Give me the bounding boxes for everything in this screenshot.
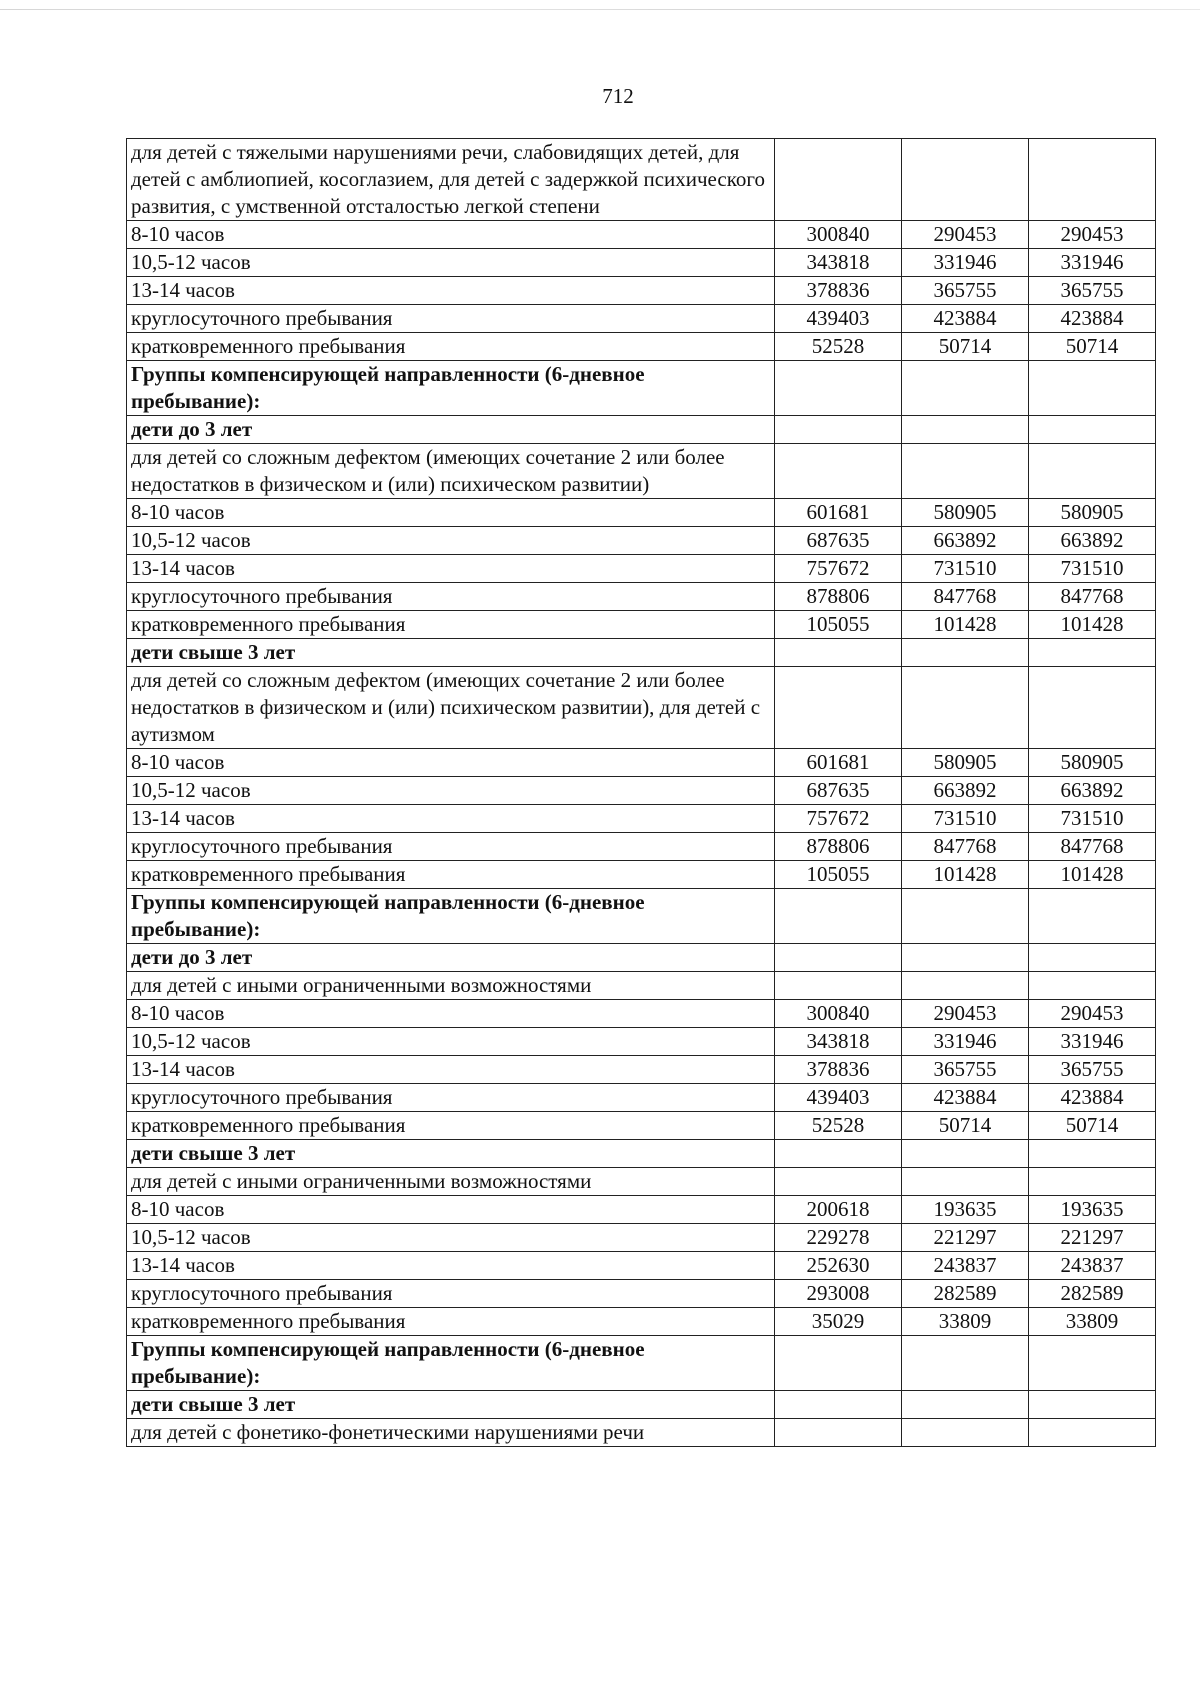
row-label-cell: круглосуточного пребывания bbox=[127, 305, 775, 333]
table-row bbox=[127, 333, 1156, 361]
value-cell-col2: 221297 bbox=[902, 1224, 1029, 1252]
table-row bbox=[127, 1168, 1156, 1196]
value-cell-col2: 193635 bbox=[902, 1196, 1029, 1224]
table-row bbox=[127, 1112, 1156, 1140]
value-cell-col1: 293008 bbox=[775, 1280, 902, 1308]
value-cell-col1: 105055 bbox=[775, 861, 902, 889]
value-cell-col2 bbox=[902, 1168, 1029, 1196]
table-row bbox=[127, 555, 1156, 583]
row-label-cell: для детей со сложным дефектом (имеющих сочетание 2 или более недостатков в физическом и (или) психическом развитии), для детей с аутизмом bbox=[127, 667, 775, 749]
value-cell-col2: 331946 bbox=[902, 249, 1029, 277]
row-label-cell: 13-14 часов bbox=[127, 277, 775, 305]
table-row bbox=[127, 1336, 1156, 1391]
value-cell-col3 bbox=[1029, 639, 1156, 667]
value-cell-col3: 663892 bbox=[1029, 777, 1156, 805]
row-label-cell: кратковременного пребывания bbox=[127, 1308, 775, 1336]
table-row bbox=[127, 1000, 1156, 1028]
table-row bbox=[127, 1056, 1156, 1084]
table-row bbox=[127, 805, 1156, 833]
table-row bbox=[127, 499, 1156, 527]
value-cell-col1: 252630 bbox=[775, 1252, 902, 1280]
value-cell-col3: 423884 bbox=[1029, 1084, 1156, 1112]
value-cell-col2 bbox=[902, 1419, 1029, 1447]
row-label-cell: для детей с тяжелыми нарушениями речи, слабовидящих детей, для детей с амблиопией, косоглазием, для детей с задержкой психического развития, с умственной отсталостью легкой степени bbox=[127, 139, 775, 221]
value-cell-col3: 331946 bbox=[1029, 249, 1156, 277]
value-cell-col2: 50714 bbox=[902, 1112, 1029, 1140]
table-row bbox=[127, 583, 1156, 611]
table-row bbox=[127, 1280, 1156, 1308]
value-cell-col2: 423884 bbox=[902, 305, 1029, 333]
table-row bbox=[127, 1308, 1156, 1336]
value-cell-col3: 847768 bbox=[1029, 583, 1156, 611]
value-cell-col1: 757672 bbox=[775, 805, 902, 833]
value-cell-col3: 580905 bbox=[1029, 499, 1156, 527]
value-cell-col3 bbox=[1029, 1391, 1156, 1419]
value-cell-col2: 282589 bbox=[902, 1280, 1029, 1308]
page-number: 712 bbox=[602, 84, 634, 108]
table-row bbox=[127, 1028, 1156, 1056]
value-cell-col3: 331946 bbox=[1029, 1028, 1156, 1056]
value-cell-col1 bbox=[775, 667, 902, 749]
table-row bbox=[127, 305, 1156, 333]
section-heading-cell: дети до 3 лет bbox=[127, 944, 775, 972]
row-label-cell: 13-14 часов bbox=[127, 805, 775, 833]
value-cell-col1 bbox=[775, 889, 902, 944]
value-cell-col1 bbox=[775, 444, 902, 499]
value-cell-col3: 423884 bbox=[1029, 305, 1156, 333]
value-cell-col2 bbox=[902, 1391, 1029, 1419]
value-cell-col2 bbox=[902, 361, 1029, 416]
value-cell-col1: 52528 bbox=[775, 333, 902, 361]
row-label-cell: 8-10 часов bbox=[127, 499, 775, 527]
table-row bbox=[127, 639, 1156, 667]
value-cell-col2: 33809 bbox=[902, 1308, 1029, 1336]
value-cell-col3: 580905 bbox=[1029, 749, 1156, 777]
table-row bbox=[127, 611, 1156, 639]
value-cell-col3: 50714 bbox=[1029, 1112, 1156, 1140]
value-cell-col2: 663892 bbox=[902, 527, 1029, 555]
value-cell-col1 bbox=[775, 361, 902, 416]
section-heading-cell: Группы компенсирующей направленности (6-дневное пребывание): bbox=[127, 889, 775, 944]
value-cell-col1: 439403 bbox=[775, 1084, 902, 1112]
value-cell-col2: 331946 bbox=[902, 1028, 1029, 1056]
row-label-cell: кратковременного пребывания bbox=[127, 333, 775, 361]
row-label-cell: 10,5-12 часов bbox=[127, 1028, 775, 1056]
table-row bbox=[127, 221, 1156, 249]
value-cell-col3: 221297 bbox=[1029, 1224, 1156, 1252]
value-cell-col1: 601681 bbox=[775, 499, 902, 527]
table-row bbox=[127, 1084, 1156, 1112]
row-label-cell: кратковременного пребывания bbox=[127, 1112, 775, 1140]
row-label-cell: 13-14 часов bbox=[127, 1056, 775, 1084]
value-cell-col3 bbox=[1029, 944, 1156, 972]
table-row bbox=[127, 749, 1156, 777]
row-label-cell: для детей с иными ограниченными возможностями bbox=[127, 1168, 775, 1196]
section-heading-cell: дети до 3 лет bbox=[127, 416, 775, 444]
value-cell-col1: 105055 bbox=[775, 611, 902, 639]
value-cell-col2 bbox=[902, 639, 1029, 667]
row-label-cell: для детей с иными ограниченными возможностями bbox=[127, 972, 775, 1000]
value-cell-col2: 847768 bbox=[902, 583, 1029, 611]
value-cell-col2: 580905 bbox=[902, 499, 1029, 527]
value-cell-col1: 52528 bbox=[775, 1112, 902, 1140]
table-row bbox=[127, 249, 1156, 277]
value-cell-col3: 731510 bbox=[1029, 805, 1156, 833]
section-heading-cell: Группы компенсирующей направленности (6-дневное пребывание): bbox=[127, 1336, 775, 1391]
value-cell-col3 bbox=[1029, 1419, 1156, 1447]
value-cell-col1: 601681 bbox=[775, 749, 902, 777]
value-cell-col1 bbox=[775, 1391, 902, 1419]
table-row bbox=[127, 1140, 1156, 1168]
table-row bbox=[127, 833, 1156, 861]
value-cell-col1 bbox=[775, 972, 902, 1000]
row-label-cell: круглосуточного пребывания bbox=[127, 1280, 775, 1308]
table-row bbox=[127, 1252, 1156, 1280]
value-cell-col2 bbox=[902, 1140, 1029, 1168]
value-cell-col1: 300840 bbox=[775, 221, 902, 249]
value-cell-col3: 33809 bbox=[1029, 1308, 1156, 1336]
value-cell-col3 bbox=[1029, 1336, 1156, 1391]
value-cell-col1: 378836 bbox=[775, 277, 902, 305]
value-cell-col1: 378836 bbox=[775, 1056, 902, 1084]
scan-edge-line bbox=[0, 9, 1200, 10]
value-cell-col1: 35029 bbox=[775, 1308, 902, 1336]
row-label-cell: 13-14 часов bbox=[127, 555, 775, 583]
table-row bbox=[127, 361, 1156, 416]
table-row bbox=[127, 1224, 1156, 1252]
row-label-cell: 10,5-12 часов bbox=[127, 777, 775, 805]
row-label-cell: 8-10 часов bbox=[127, 221, 775, 249]
value-cell-col2: 580905 bbox=[902, 749, 1029, 777]
row-label-cell: 8-10 часов bbox=[127, 1000, 775, 1028]
value-cell-col2: 101428 bbox=[902, 611, 1029, 639]
section-heading-cell: дети свыше 3 лет bbox=[127, 639, 775, 667]
row-label-cell: круглосуточного пребывания bbox=[127, 583, 775, 611]
section-heading-cell: дети свыше 3 лет bbox=[127, 1140, 775, 1168]
value-cell-col3: 101428 bbox=[1029, 861, 1156, 889]
value-cell-col2: 290453 bbox=[902, 1000, 1029, 1028]
value-cell-col3 bbox=[1029, 1140, 1156, 1168]
value-cell-col1: 757672 bbox=[775, 555, 902, 583]
value-cell-col3: 290453 bbox=[1029, 1000, 1156, 1028]
value-cell-col2: 365755 bbox=[902, 1056, 1029, 1084]
value-cell-col1 bbox=[775, 639, 902, 667]
value-cell-col2 bbox=[902, 889, 1029, 944]
value-cell-col1 bbox=[775, 139, 902, 221]
table-row bbox=[127, 1419, 1156, 1447]
row-label-cell: 10,5-12 часов bbox=[127, 1224, 775, 1252]
value-cell-col1 bbox=[775, 1336, 902, 1391]
table-row bbox=[127, 277, 1156, 305]
value-cell-col3 bbox=[1029, 889, 1156, 944]
row-label-cell: 10,5-12 часов bbox=[127, 249, 775, 277]
value-cell-col1 bbox=[775, 1140, 902, 1168]
value-cell-col3: 731510 bbox=[1029, 555, 1156, 583]
value-cell-col3 bbox=[1029, 444, 1156, 499]
value-cell-col2 bbox=[902, 444, 1029, 499]
value-cell-col3: 365755 bbox=[1029, 277, 1156, 305]
value-cell-col2: 731510 bbox=[902, 805, 1029, 833]
table-row bbox=[127, 861, 1156, 889]
value-cell-col1: 439403 bbox=[775, 305, 902, 333]
value-cell-col1: 200618 bbox=[775, 1196, 902, 1224]
value-cell-col2: 50714 bbox=[902, 333, 1029, 361]
row-label-cell: 10,5-12 часов bbox=[127, 527, 775, 555]
value-cell-col2: 365755 bbox=[902, 277, 1029, 305]
value-cell-col1: 343818 bbox=[775, 1028, 902, 1056]
value-cell-col1 bbox=[775, 416, 902, 444]
table-row bbox=[127, 972, 1156, 1000]
tariff-table bbox=[126, 138, 1156, 1447]
value-cell-col2: 423884 bbox=[902, 1084, 1029, 1112]
row-label-cell: кратковременного пребывания bbox=[127, 611, 775, 639]
row-label-cell: для детей с фонетико-фонетическими нарушениями речи bbox=[127, 1419, 775, 1447]
value-cell-col1: 229278 bbox=[775, 1224, 902, 1252]
value-cell-col1 bbox=[775, 944, 902, 972]
value-cell-col2 bbox=[902, 139, 1029, 221]
table-row bbox=[127, 527, 1156, 555]
value-cell-col1: 878806 bbox=[775, 833, 902, 861]
row-label-cell: круглосуточного пребывания bbox=[127, 833, 775, 861]
value-cell-col1: 878806 bbox=[775, 583, 902, 611]
value-cell-col2: 290453 bbox=[902, 221, 1029, 249]
value-cell-col2 bbox=[902, 416, 1029, 444]
table-row bbox=[127, 777, 1156, 805]
value-cell-col3: 282589 bbox=[1029, 1280, 1156, 1308]
value-cell-col1: 687635 bbox=[775, 527, 902, 555]
value-cell-col3 bbox=[1029, 972, 1156, 1000]
value-cell-col2 bbox=[902, 1336, 1029, 1391]
row-label-cell: для детей со сложным дефектом (имеющих сочетание 2 или более недостатков в физическом и (или) психическом развитии) bbox=[127, 444, 775, 499]
value-cell-col3 bbox=[1029, 416, 1156, 444]
value-cell-col2: 847768 bbox=[902, 833, 1029, 861]
value-cell-col3: 847768 bbox=[1029, 833, 1156, 861]
value-cell-col2 bbox=[902, 667, 1029, 749]
value-cell-col3: 193635 bbox=[1029, 1196, 1156, 1224]
value-cell-col1: 343818 bbox=[775, 249, 902, 277]
value-cell-col1 bbox=[775, 1168, 902, 1196]
value-cell-col3: 290453 bbox=[1029, 221, 1156, 249]
value-cell-col3 bbox=[1029, 1168, 1156, 1196]
value-cell-col1: 687635 bbox=[775, 777, 902, 805]
value-cell-col3: 50714 bbox=[1029, 333, 1156, 361]
value-cell-col2: 731510 bbox=[902, 555, 1029, 583]
value-cell-col3: 101428 bbox=[1029, 611, 1156, 639]
table-row bbox=[127, 944, 1156, 972]
table-row bbox=[127, 416, 1156, 444]
value-cell-col2: 243837 bbox=[902, 1252, 1029, 1280]
value-cell-col3 bbox=[1029, 361, 1156, 416]
value-cell-col2: 101428 bbox=[902, 861, 1029, 889]
value-cell-col3: 365755 bbox=[1029, 1056, 1156, 1084]
table-row bbox=[127, 444, 1156, 499]
value-cell-col2: 663892 bbox=[902, 777, 1029, 805]
row-label-cell: 13-14 часов bbox=[127, 1252, 775, 1280]
row-label-cell: круглосуточного пребывания bbox=[127, 1084, 775, 1112]
row-label-cell: кратковременного пребывания bbox=[127, 861, 775, 889]
table-row bbox=[127, 667, 1156, 749]
table-row bbox=[127, 139, 1156, 221]
value-cell-col2 bbox=[902, 944, 1029, 972]
row-label-cell: 8-10 часов bbox=[127, 1196, 775, 1224]
section-heading-cell: дети свыше 3 лет bbox=[127, 1391, 775, 1419]
value-cell-col3 bbox=[1029, 667, 1156, 749]
section-heading-cell: Группы компенсирующей направленности (6-дневное пребывание): bbox=[127, 361, 775, 416]
table-row bbox=[127, 1196, 1156, 1224]
table-row bbox=[127, 889, 1156, 944]
value-cell-col3 bbox=[1029, 139, 1156, 221]
value-cell-col1: 300840 bbox=[775, 1000, 902, 1028]
value-cell-col1 bbox=[775, 1419, 902, 1447]
value-cell-col2 bbox=[902, 972, 1029, 1000]
tariff-table-body bbox=[127, 139, 1156, 1447]
value-cell-col3: 663892 bbox=[1029, 527, 1156, 555]
row-label-cell: 8-10 часов bbox=[127, 749, 775, 777]
table-row bbox=[127, 1391, 1156, 1419]
value-cell-col3: 243837 bbox=[1029, 1252, 1156, 1280]
